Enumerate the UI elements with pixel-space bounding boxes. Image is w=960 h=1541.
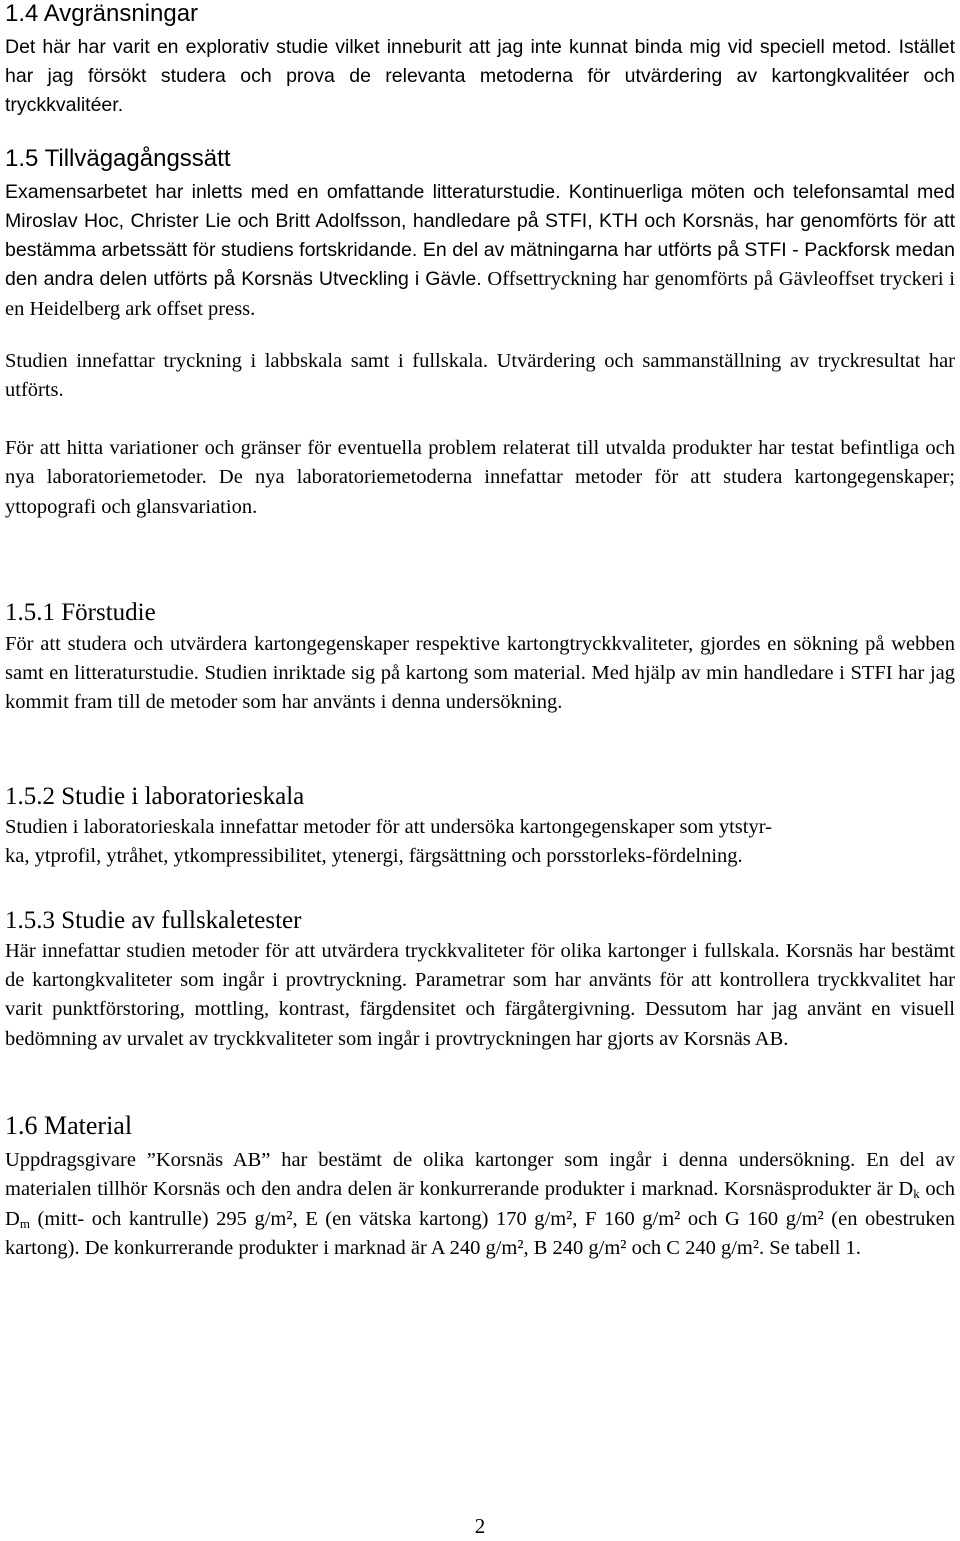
section-1-4 [5,0,955,120]
paragraph-text-serif: Offsettryckning har genomförts på Gävleoffset tryckeri i en Heidelberg ark offset press. [5,268,956,320]
paragraph-fullskaletester: Här innefattar studien metoder för att utvärdera tryckkvaliteter för olika kartonger i fullskala. Korsnäs har bestämt de kartongkvaliteter som ingår i provtryckning. Parametrar som har använts för att kontrollera tryckkvalitet har varit punktförstoring, mottling, kontrast, färgdensitet och färgåtergivning. Dessutom har jag använt en visuell bedömning av urvalet av tryckkvaliteter som ingår i provtryckningen har gjorts av Korsnäs AB. [5,940,955,1050]
paragraph-avgransningar: Det här har varit en explorativ studie vilket inneburit att jag inte kunnat binda mig vid speciell metod. Istället har jag försökt studera och prova de relevanta metoderna för utvärdering av kartongkvalitéer och tryckkvalitéer. [5,35,955,117]
paragraph-tillvagagangssatt [5,178,955,324]
paragraph-line-1: Studien i laboratorieskala innefattar metoder för att undersöka kartongegenskaper som ytstyr- [5,816,772,838]
paragraph-studien: Studien innefattar tryckning i labbskala samt i fullskala. Utvärdering och sammanställning av tryckresultat har utförts. [5,349,955,402]
paragraph-laboratorieskala [5,813,955,871]
heading-1-5-1: 1.5.1 Förstudie [5,599,156,626]
heading-1-5: 1.5 Tillvägagångssätt [5,145,231,172]
paragraph-text-sans-3: En del av mätningarna har utförts på STFI - Packforsk medan den andra delen utförts på Korsnäs Utveckling i Gävle. [5,239,955,291]
page-number: 2 [474,1514,486,1538]
heading-1-5-2: 1.5.2 Studie i laboratorieskala [5,783,305,810]
section-1-6 [5,1110,955,1263]
paragraph-material [5,1146,955,1263]
heading-1-4: 1.4 Avgränsningar [5,0,199,27]
section-1-5-1 [5,598,955,718]
subscript-k: k [913,1186,920,1202]
material-text-2: och D [5,1178,955,1230]
subscript-m: m [19,1215,30,1231]
paragraph-forstudie: För att studera och utvärdera kartongegenskaper respektive kartongtryckkvaliteter, gjordes en sökning på webben samt en litteraturstudie. Studien inriktade sig på kartong som material. Med hjälp av min handledare i STFI har jag kommit fram till de metoder som har använts i denna undersökning. [5,633,955,714]
heading-1-5-3: 1.5.3 Studie av fullskaletester [5,907,302,934]
paragraph-line-2: ka, ytprofil, ytråhet, ytkompressibilitet, ytenergi, färgsättning och porsstorleks-fördelning. [5,845,743,868]
paragraph-variationer: För att hitta variationer och gränser för eventuella problem relaterat till utvalda produkter har testat befintliga och nya laboratoriemetoder. De nya laboratoriemetoderna innefattar metoder för att studera kartongegenskaper; yttopografi och glansvariation. [5,437,955,518]
material-text-1: Uppdragsgivare ”Korsnäs AB” har bestämt de olika kartonger som ingår i denna undersökning. En del av materialen tillhör Korsnäs och den andra delen är konkurrerande produkter i marknad. Korsnäsprodukter är D [5,1149,955,1201]
section-1-5-2 [5,782,955,871]
section-1-5-3 [5,906,955,1054]
paragraph-text-sans-1: Examensarbetet har inletts med en omfattande litteraturstudie. [5,180,561,203]
section-1-5 [5,145,955,522]
heading-1-6: 1.6 Material [5,1111,133,1140]
paragraph-text-sans-2: Kontinuerliga möten och telefonsamtal med Miroslav Hoc, Christer Lie och Britt Adolfsson, handledare på STFI, KTH och Korsnäs, har genomförts för att bestämma arbetssätt för studiens fortskridande. [5,180,955,262]
material-text-3: (mitt- och kantrulle) 295 g/m², E (en vätska kartong) 170 g/m², F 160 g/m² och G 160 g/m² (en obestruken kartong). De konkurrerande produkter i marknad är A 240 g/m², B 240 g/m² och C 240 g/m². Se tabell 1. [5,1207,955,1259]
